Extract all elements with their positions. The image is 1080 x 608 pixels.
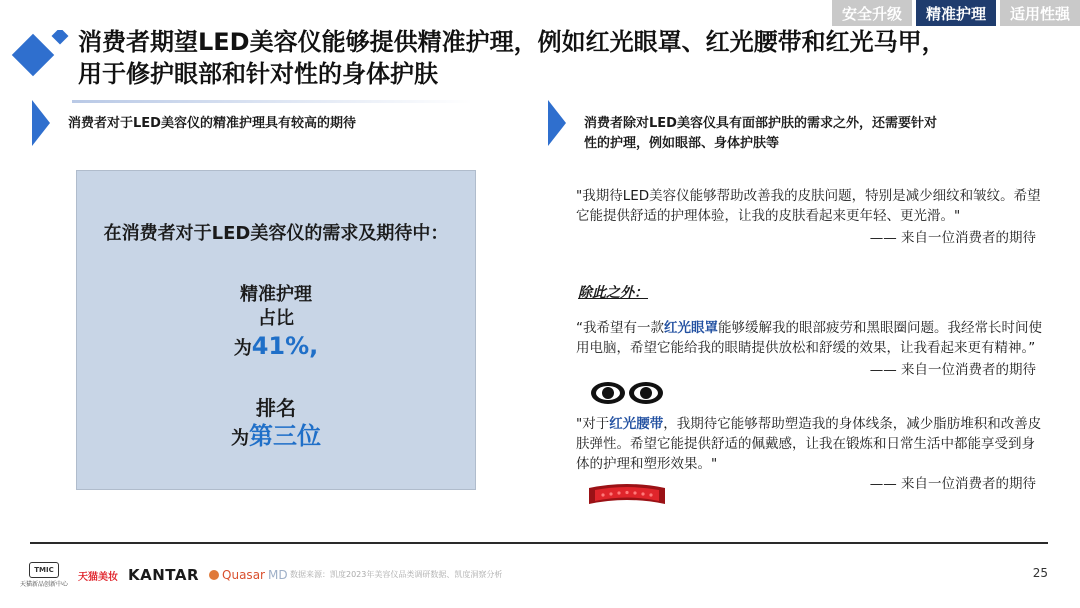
stat-rank-value: 第三位: [249, 422, 321, 450]
highlight-eye-mask: 红光眼罩: [664, 320, 718, 336]
tmic-logo-caption: 天猫新品创新中心: [20, 581, 69, 588]
quasar-name: Quasar: [222, 568, 265, 582]
footer-logos: [20, 562, 288, 588]
quote-attribution: —— 来自一位消费者的期待: [869, 230, 1036, 246]
stat-share-value: 41%,: [251, 332, 319, 360]
right-heading-text: [584, 114, 937, 154]
quote-text: "对于: [576, 416, 610, 432]
quote-attribution: —— 来自一位消费者的期待: [869, 476, 1036, 492]
stat-panel: [76, 170, 476, 490]
quote-text: 能够缓解我的眼部疲劳和黑眼圈问题。我经常长时间使用电脑，希望它能给我的眼睛提供放松和舒缓的效果，让我看起来更有精神。”: [576, 320, 1042, 356]
besides-label: 除此之外：: [578, 285, 648, 301]
tmic-logo-box: TMIC: [29, 562, 59, 578]
stat-rank-prefix: 为: [231, 428, 249, 449]
stat-share-prefix: 为: [233, 338, 252, 359]
consumer-quote-skin: "我期待LED美容仪能够帮助改善我的皮肤问题，特别是减少细纹和皱纹。希望它能提供舒适的护理体验，让我的皮肤看起来更年轻、更光滑。": [576, 188, 1041, 224]
quote-text: ，我期待它能够帮助塑造我的身体线条，减少脂肪堆积和改善皮肤弹性。希望它能提供舒适的佩戴感，让我在锻炼和日常生活中都能享受到身体的护理和塑形效果。": [576, 416, 1042, 472]
red-light-belt-icon: [585, 480, 669, 510]
right-heading-line2: 性的护理，例如眼部、身体护肤等: [584, 136, 780, 151]
consumer-quote-belt: [576, 414, 1042, 474]
tab-safety-upgrade[interactable]: 安全升级: [832, 0, 912, 26]
tab-precise-care[interactable]: 精准护理: [916, 0, 996, 26]
heading-rule: [72, 100, 472, 103]
quasar-logo: [209, 568, 288, 582]
eye-mask-icon: [590, 380, 666, 406]
quasar-suffix: MD: [267, 568, 288, 582]
page-number: 25: [1032, 566, 1048, 580]
left-column-heading: [32, 100, 512, 146]
footer-divider: [30, 542, 1048, 544]
section-tabs: [832, 0, 1080, 26]
page-title: [78, 26, 1058, 90]
right-heading-line1: 消费者除对LED美容仪具有面部护肤的需求之外，还需要针对: [584, 116, 937, 131]
chevron-right-icon: [548, 100, 566, 146]
chevron-right-icon: [32, 100, 50, 146]
stat-rank-row: [77, 421, 475, 454]
stat-panel-heading: 在消费者对于LED美容仪的需求及期待中：: [103, 223, 449, 244]
page-title-line2: 用于修护眼部和针对性的身体护肤: [78, 60, 438, 88]
stat-rank-label: 排名: [256, 396, 296, 420]
stat-share-label: 占比: [258, 308, 294, 329]
consumer-quote-eye-mask: [576, 318, 1042, 358]
quasar-dot-icon: [209, 570, 219, 580]
stat-share-row: [77, 331, 475, 364]
kantar-logo: KANTAR: [128, 566, 200, 584]
diamond-logo-icon: [10, 30, 70, 80]
data-source-note: 数据来源：凯度2023年美容仪品类调研数据、凯度洞察分析: [290, 570, 503, 579]
tab-applicability[interactable]: 适用性强: [1000, 0, 1080, 26]
right-column-heading: [548, 100, 1018, 154]
highlight-red-light-belt: 红光腰带: [609, 416, 664, 432]
left-heading-text: 消费者对于LED美容仪的精准护理具有较高的期待: [68, 116, 356, 131]
stat-category: 精准护理: [240, 284, 312, 305]
tmall-beauty-logo: 天猫美妆: [78, 571, 119, 583]
tmic-logo: [20, 562, 68, 588]
page-title-line1: 消费者期望LED美容仪能够提供精准护理，例如红光眼罩、红光腰带和红光马甲，: [78, 28, 946, 56]
quote-text: “我希望有一款: [576, 320, 664, 336]
quote-attribution: —— 来自一位消费者的期待: [869, 362, 1036, 378]
